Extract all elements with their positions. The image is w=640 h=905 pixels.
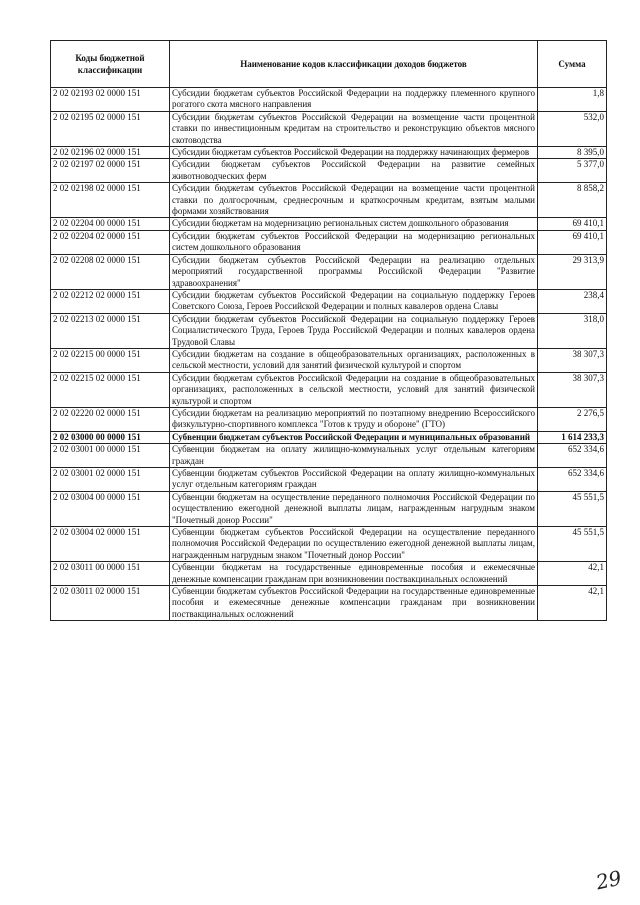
name-cell: Субсидии бюджетам на модернизацию региональных систем дошкольного образования xyxy=(170,218,538,230)
sum-cell: 8 395,0 xyxy=(538,147,607,159)
sum-cell: 38 307,3 xyxy=(538,348,607,372)
sum-cell: 69 410,1 xyxy=(538,218,607,230)
name-cell: Субсидии бюджетам субъектов Российской Федерации на возмещение части процентной ставки по инвестиционным кредитам на строительство и реконструкцию объектов мясного скотоводства xyxy=(170,111,538,146)
table-row xyxy=(51,431,607,443)
code-cell: 2 02 02220 02 0000 151 xyxy=(51,407,170,431)
code-cell: 2 02 03004 00 0000 151 xyxy=(51,491,170,526)
code-cell: 2 02 02195 02 0000 151 xyxy=(51,111,170,146)
table-row xyxy=(51,372,607,407)
table-row xyxy=(51,313,607,348)
sum-cell: 1 614 233,3 xyxy=(538,431,607,443)
sum-cell: 69 410,1 xyxy=(538,230,607,254)
table-row xyxy=(51,147,607,159)
table-row xyxy=(51,586,607,621)
sum-cell: 45 551,5 xyxy=(538,527,607,562)
sum-cell: 5 377,0 xyxy=(538,159,607,183)
code-cell: 2 02 02196 02 0000 151 xyxy=(51,147,170,159)
code-cell: 2 02 03011 00 0000 151 xyxy=(51,562,170,586)
table-row xyxy=(51,159,607,183)
table-row xyxy=(51,407,607,431)
sum-cell: 1,8 xyxy=(538,88,607,112)
table-row xyxy=(51,88,607,112)
sum-cell: 8 858,2 xyxy=(538,183,607,218)
code-cell: 2 02 02215 00 0000 151 xyxy=(51,348,170,372)
code-cell: 2 02 02204 00 0000 151 xyxy=(51,218,170,230)
table-row xyxy=(51,289,607,313)
name-cell: Субсидии бюджетам субъектов Российской Федерации на социальную поддержку Героев Социалистического Труда, Героев Труда Российской Федерации и полных кавалеров ордена Трудовой Славы xyxy=(170,313,538,348)
table-row xyxy=(51,444,607,468)
table-row xyxy=(51,468,607,492)
name-cell: Субсидии бюджетам субъектов Российской Федерации на развитие семейных животноводческих ферм xyxy=(170,159,538,183)
sum-cell: 652 334,6 xyxy=(538,444,607,468)
sum-cell: 318,0 xyxy=(538,313,607,348)
code-cell: 2 02 02198 02 0000 151 xyxy=(51,183,170,218)
name-cell: Субсидии бюджетам субъектов Российской Федерации на модернизацию региональных систем дошкольного образования xyxy=(170,230,538,254)
page-number: 29 xyxy=(593,865,624,895)
name-cell: Субсидии бюджетам субъектов Российской Федерации на поддержку племенного крупного рогатого скота мясного направления xyxy=(170,88,538,112)
table-row xyxy=(51,348,607,372)
table-row xyxy=(51,183,607,218)
table-body xyxy=(51,88,607,621)
name-cell: Субвенции бюджетам на государственные единовременные пособия и ежемесячные денежные компенсации гражданам при возникновении поствакцинальных осложнений xyxy=(170,562,538,586)
code-cell: 2 02 03004 02 0000 151 xyxy=(51,527,170,562)
table-row xyxy=(51,218,607,230)
code-cell: 2 02 02204 02 0000 151 xyxy=(51,230,170,254)
table-row xyxy=(51,527,607,562)
sum-cell: 29 313,9 xyxy=(538,254,607,289)
name-cell: Субсидии бюджетам субъектов Российской Федерации на поддержку начинающих фермеров xyxy=(170,147,538,159)
table-row xyxy=(51,254,607,289)
name-cell: Субвенции бюджетам на осуществление переданного полномочия Российской Федерации по осуществлению ежегодной денежной выплаты лицам, награжденным нагрудным знаком "Почетный донор России" xyxy=(170,491,538,526)
code-cell: 2 02 03001 00 0000 151 xyxy=(51,444,170,468)
name-cell: Субвенции бюджетам на оплату жилищно-коммунальных услуг отдельным категориям граждан xyxy=(170,444,538,468)
name-cell: Субсидии бюджетам на реализацию мероприятий по поэтапному внедрению Всероссийского физкультурно-спортивного комплекса "Готов к труду и обороне" (ГТО) xyxy=(170,407,538,431)
name-cell: Субвенции бюджетам субъектов Российской Федерации на оплату жилищно-коммунальных услуг отдельным категориям граждан xyxy=(170,468,538,492)
code-cell: 2 02 02193 02 0000 151 xyxy=(51,88,170,112)
name-cell: Субсидии бюджетам субъектов Российской Федерации на реализацию отдельных мероприятий государственной программы Российской Федерации "Развитие здравоохранения" xyxy=(170,254,538,289)
code-cell: 2 02 02208 02 0000 151 xyxy=(51,254,170,289)
header-code: Коды бюджетной классификации xyxy=(51,41,170,88)
table-row xyxy=(51,230,607,254)
table-header-row xyxy=(51,41,607,88)
sum-cell: 238,4 xyxy=(538,289,607,313)
code-cell: 2 02 02213 02 0000 151 xyxy=(51,313,170,348)
sum-cell: 42,1 xyxy=(538,562,607,586)
name-cell: Субсидии бюджетам на создание в общеобразовательных организациях, расположенных в сельской местности, условий для занятий физической культурой и спортом xyxy=(170,348,538,372)
header-name: Наименование кодов классификации доходов бюджетов xyxy=(170,41,538,88)
table-row xyxy=(51,491,607,526)
table-row xyxy=(51,111,607,146)
code-cell: 2 02 03001 02 0000 151 xyxy=(51,468,170,492)
name-cell: Субсидии бюджетам субъектов Российской Федерации на создание в общеобразовательных организациях, расположенных в сельской местности, условий для занятий физической культурой и спортом xyxy=(170,372,538,407)
code-cell: 2 02 03000 00 0000 151 xyxy=(51,431,170,443)
name-cell: Субвенции бюджетам субъектов Российской Федерации и муниципальных образований xyxy=(170,431,538,443)
sum-cell: 2 276,5 xyxy=(538,407,607,431)
name-cell: Субсидии бюджетам субъектов Российской Федерации на социальную поддержку Героев Советского Союза, Героев Российской Федерации и полных кавалеров ордена Славы xyxy=(170,289,538,313)
code-cell: 2 02 02212 02 0000 151 xyxy=(51,289,170,313)
sum-cell: 42,1 xyxy=(538,586,607,621)
code-cell: 2 02 02215 02 0000 151 xyxy=(51,372,170,407)
code-cell: 2 02 02197 02 0000 151 xyxy=(51,159,170,183)
sum-cell: 45 551,5 xyxy=(538,491,607,526)
sum-cell: 38 307,3 xyxy=(538,372,607,407)
sum-cell: 532,0 xyxy=(538,111,607,146)
budget-revenue-table xyxy=(50,40,607,621)
name-cell: Субвенции бюджетам субъектов Российской Федерации на осуществление переданного полномочия Российской Федерации по осуществлению ежегодной денежной выплаты лицам, награжденным нагрудным знаком "Почетный донор России" xyxy=(170,527,538,562)
name-cell: Субсидии бюджетам субъектов Российской Федерации на возмещение части процентной ставки по долгосрочным, среднесрочным и краткосрочным кредитам, взятым малыми формами хозяйствования xyxy=(170,183,538,218)
header-sum: Сумма xyxy=(538,41,607,88)
sum-cell: 652 334,6 xyxy=(538,468,607,492)
name-cell: Субвенции бюджетам субъектов Российской Федерации на государственные единовременные пособия и ежемесячные денежные компенсации гражданам при возникновении поствакцинальных осложнений xyxy=(170,586,538,621)
code-cell: 2 02 03011 02 0000 151 xyxy=(51,586,170,621)
table-row xyxy=(51,562,607,586)
